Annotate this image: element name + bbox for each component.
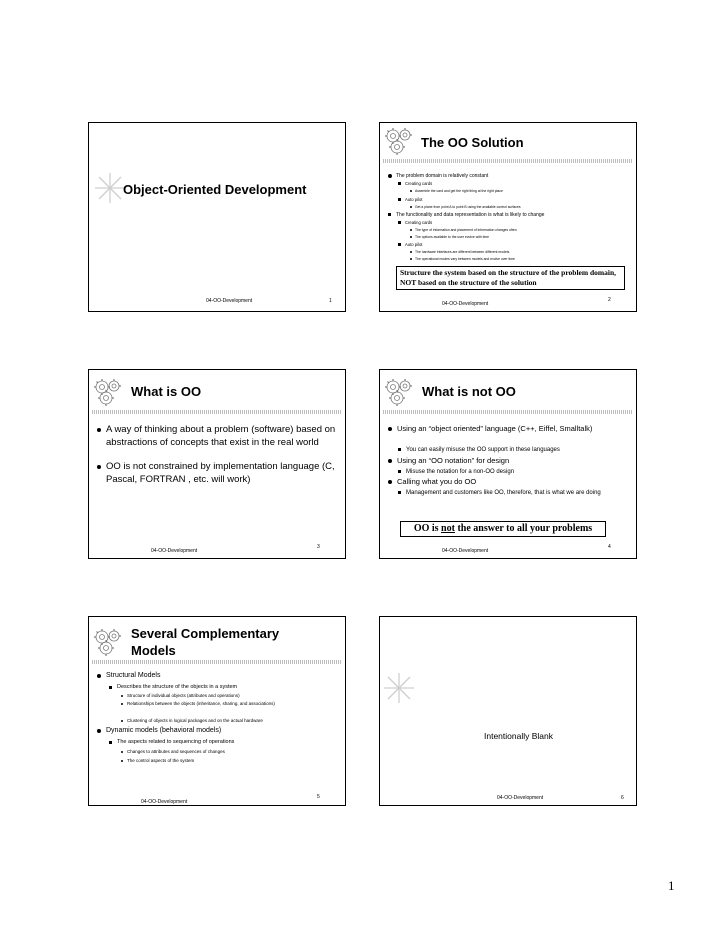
- slide-footer: 04-OO-Development: [497, 795, 544, 801]
- slide-5: [88, 616, 346, 806]
- gears-icon: [383, 126, 413, 156]
- sparkle-watermark-icon: [95, 173, 125, 203]
- bullet-item: OO is not constrained by implementation language (C, Pascal, FORTRAN , etc. will work): [97, 461, 337, 486]
- slide-footer: 04-OO-Development: [151, 548, 198, 554]
- blank-label: Intentionally Blank: [484, 731, 553, 741]
- bullet-item: Clustering of objects in logical packages and on the actual hardware: [121, 718, 263, 723]
- gears-icon: [383, 377, 413, 407]
- slide-4: [379, 369, 637, 559]
- slide-3: [88, 369, 346, 559]
- bullet-item: Management and customers like OO, therefore, that is what we are doing: [398, 489, 618, 497]
- slide-number: 1: [329, 298, 332, 304]
- slide-2: The OO Solution The problem domain is relatively constant Creating cards Assemble the card and get the right thing at the right place Auto pilot Get a plane from point A to point B using the available control surfaces The functionality and data representation is what is likely to change Creating cards The type of information and placement of information changes often The options available to the user evolve with time Auto pilot The hardware interfaces are different between different models The operational modes vary between models and evolve over time Structure the system based on the structure of the problem domain, NOT based on the structure of the solution 04-OO-Development 2: [379, 122, 637, 312]
- bullet-item: Describes the structure of the objects in a system: [109, 684, 237, 690]
- slide-footer: 04-OO-Development: [442, 301, 489, 307]
- title-rule: [92, 660, 342, 664]
- bullet-item: Structural Models: [97, 672, 160, 679]
- title-rule: [383, 159, 633, 163]
- slide-title: Several Complementary Models: [131, 626, 280, 658]
- slide-title: Object-Oriented Development: [123, 182, 307, 197]
- bullet-item: The control aspects of the system: [121, 758, 194, 763]
- bullet-item: Calling what you do OO: [388, 477, 618, 487]
- slide-number: 6: [621, 795, 624, 801]
- bullet-item: Dynamic models (behavioral models): [97, 727, 221, 734]
- gears-icon: [92, 377, 122, 407]
- slide-6: [379, 616, 637, 806]
- callout-box: OO is not the answer to all your problems: [400, 521, 606, 537]
- bullet-item: Using an “object oriented” language (C++, Eiffel, Smalltalk): [388, 424, 618, 434]
- slide-number: 5: [317, 794, 320, 800]
- slide-footer: 04-OO-Development: [206, 298, 253, 304]
- slide-footer: 04-OO-Development: [442, 548, 489, 554]
- page-number: 1: [668, 878, 675, 893]
- bullet-item: Relationships between the objects (inheritance, sharing, and associations): [121, 701, 301, 707]
- slide-number: 2: [608, 297, 611, 303]
- slide-1: [88, 122, 346, 312]
- title-rule: [92, 410, 342, 414]
- bullet-item: Structure of individual objects (attributes and operations): [121, 693, 240, 698]
- slide-footer: 04-OO-Development: [141, 799, 188, 805]
- slide-number: 3: [317, 544, 320, 550]
- bullet-item: Misuse the notation for a non-OO design: [398, 468, 618, 476]
- bullet-item: Using an “OO notation” for design: [388, 456, 618, 466]
- slide-number: 4: [608, 544, 611, 550]
- title-rule: [383, 410, 633, 414]
- sparkle-watermark-icon: [384, 673, 414, 703]
- bullet-item: Changes to attributes and sequences of changes: [121, 749, 225, 754]
- bullet-item: A way of thinking about a problem (software) based on abstractions of concepts that exist in the real world: [97, 424, 337, 449]
- slide-title: The OO Solution: [421, 135, 524, 150]
- bullet-item: You can easily misuse the OO support in these languages: [398, 446, 618, 454]
- gears-icon: [92, 627, 122, 657]
- bullet-item: The aspects related to sequencing of operations: [109, 739, 234, 745]
- callout-box: Structure the system based on the structure of the problem domain, NOT based on the structure of the solution: [396, 266, 625, 290]
- slide-title: What is OO: [131, 384, 202, 399]
- slide-title: What is not OO: [422, 384, 516, 399]
